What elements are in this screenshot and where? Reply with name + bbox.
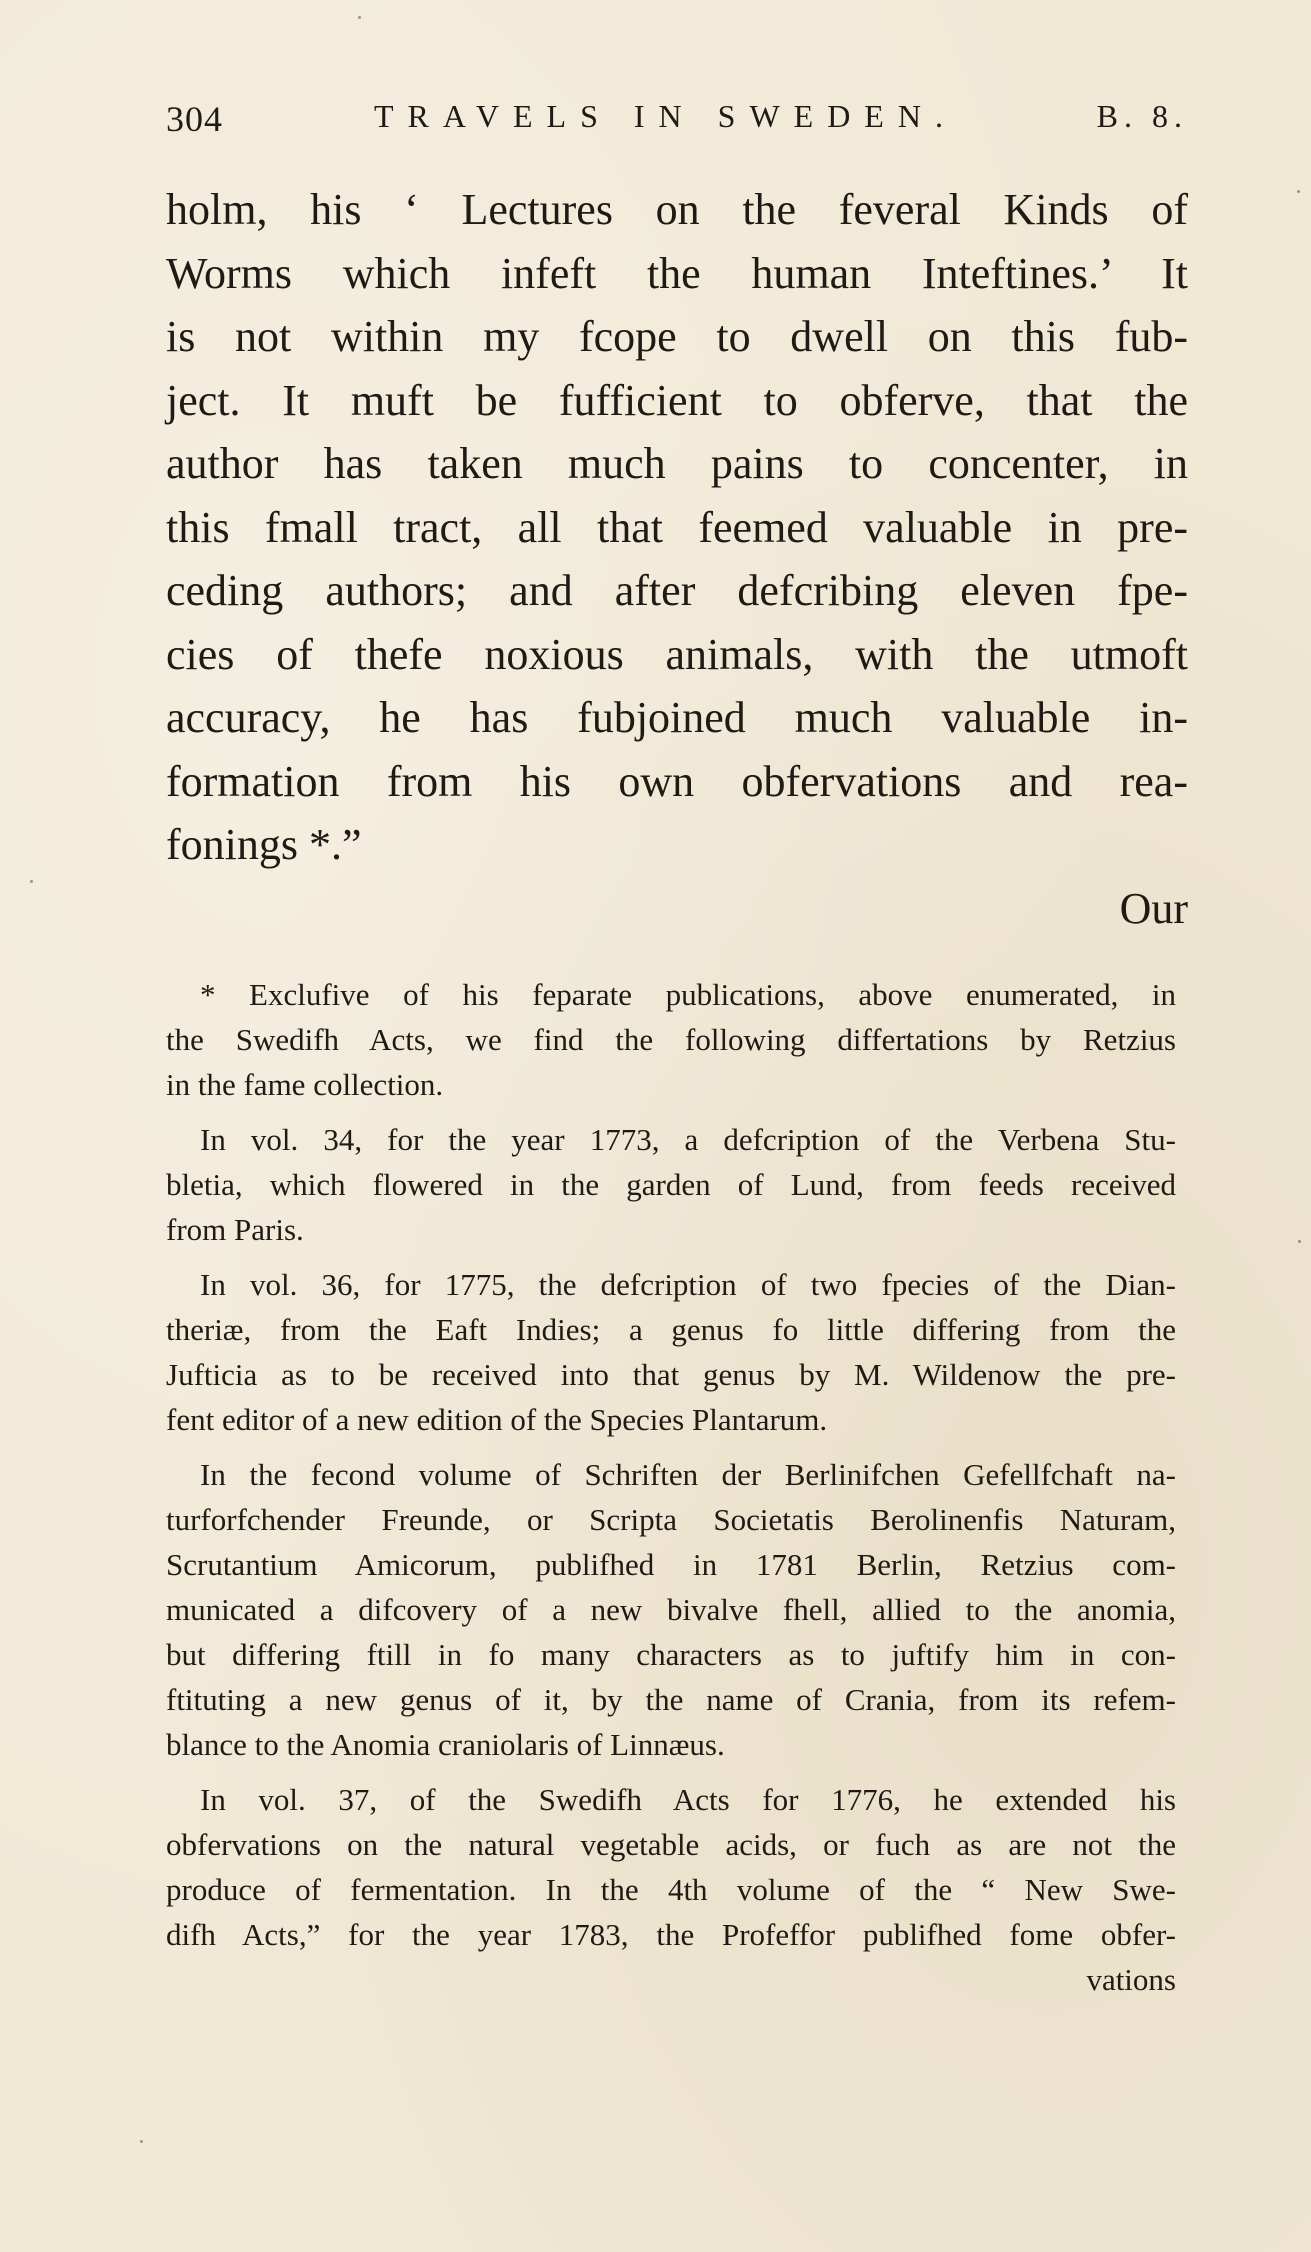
text-line: Worms which infeft the human Inteftines.’ It [166,248,1188,298]
footnote-line: In vol. 36, for 1775, the defcription of two fpecies of the Dian- [200,1267,1176,1302]
footnotes [166,972,1176,2002]
footnote-line: bletia, which flowered in the garden of Lund, from feeds received [166,1167,1176,1202]
footnote-line: theriæ, from the Eaft Indies; a genus fo little differing from the [166,1312,1176,1347]
footnote-line: ftituting a new genus of it, by the name of Crania, from its refem- [166,1682,1176,1717]
paper-speck [30,880,33,883]
running-head [166,98,1188,148]
text-line: ceding authors; and after defcribing eleven fpe- [166,566,1188,615]
footnote-line: the Swedifh Acts, we find the following differtations by Retzius [166,1022,1176,1057]
footnote-line: obfervations on the natural vegetable acids, or fuch as are not the [166,1827,1176,1862]
footnote-line: * Exclufive of his feparate publications, above enumerated, in [200,977,1176,1012]
footnote-line: fent editor of a new edition of the Species Plantarum. [166,1402,828,1437]
footnote-line: produce of fermentation. In the 4th volume of the “ New Swe- [166,1872,1176,1907]
footnote-line: Jufticia as to be received into that genus by M. Wildenow the pre- [166,1357,1176,1392]
catchword: Our [1119,883,1188,933]
footnote-line: In vol. 34, for the year 1773, a defcription of the Verbena Stu- [200,1122,1176,1157]
footnote-line: in the fame collection. [166,1067,444,1102]
footnote-line: Scrutantium Amicorum, publifhed in 1781 Berlin, Retzius com- [166,1547,1176,1582]
text-line: accuracy, he has fubjoined much valuable in- [166,693,1188,742]
footnote-line: but differing ftill in fo many characters as to juftify him in con- [166,1637,1176,1672]
paper-speck [140,2140,143,2143]
main-text [166,178,1188,940]
footnote-catchword: vations [1086,1962,1176,1997]
paper-speck [1297,190,1300,193]
footnote-line: In the fecond volume of Schriften der Berlinifchen Gefellfchaft na- [200,1457,1176,1492]
footnote-line: turforfchender Freunde, or Scripta Societatis Berolinenfis Naturam, [166,1502,1176,1537]
text-line: this fmall tract, all that feemed valuable in pre- [166,502,1188,552]
page-number: 304 [166,99,223,139]
text-line: fonings *.” [166,820,362,869]
text-line: is not within my fcope to dwell on this fub- [166,312,1188,361]
text-line: formation from his own obfervations and rea- [166,756,1188,806]
text-line: cies of thefe noxious animals, with the utmoft [166,629,1188,679]
footnote-line: municated a difcovery of a new bivalve fhell, allied to the anomia, [166,1592,1176,1627]
footnote-line: In vol. 37, of the Swedifh Acts for 1776, he extended his [200,1782,1176,1817]
text-line: holm, his ‘ Lectures on the feveral Kinds of [166,185,1188,234]
running-title: TRAVELS IN SWEDEN. [374,98,957,134]
footnote-line: blance to the Anomia craniolaris of Linnæus. [166,1727,725,1762]
paper-speck [1298,1240,1301,1243]
text-line: ject. It muft be fufficient to obferve, that the [166,375,1188,425]
book-reference: B. 8. [1096,98,1188,134]
footnote-line: from Paris. [166,1212,304,1247]
text-line: author has taken much pains to concenter, in [166,439,1188,488]
paper-speck [358,16,361,19]
footnote-line: difh Acts,” for the year 1783, the Profeffor publifhed fome obfer- [166,1917,1176,1952]
